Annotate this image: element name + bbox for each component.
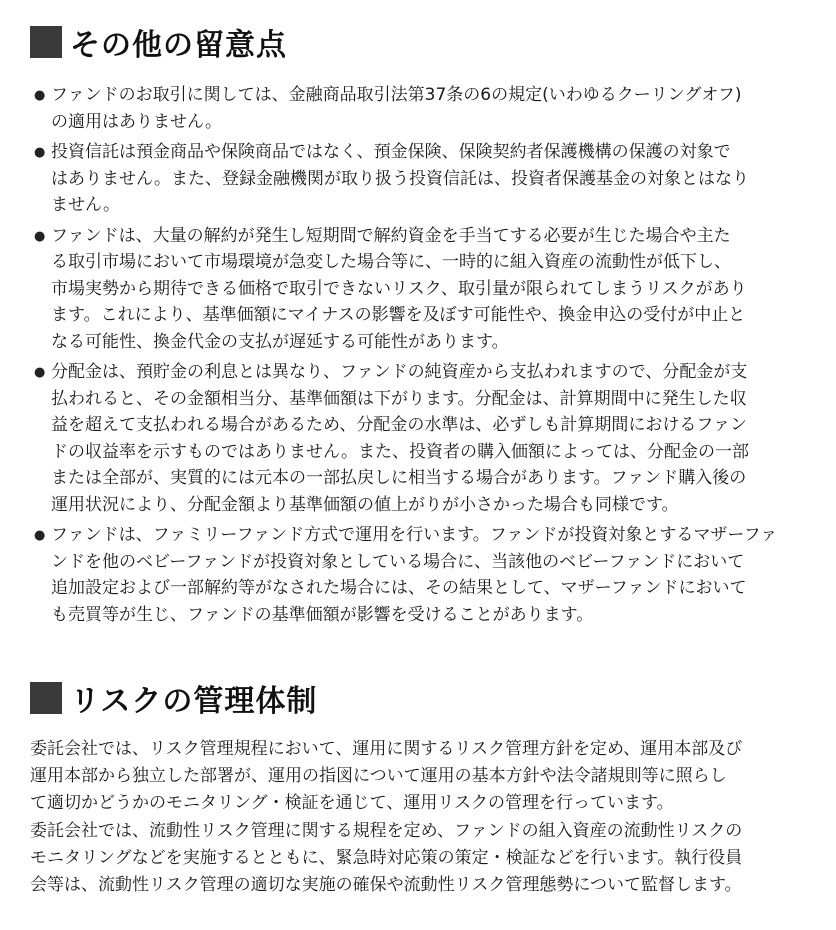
section-title: その他の留意点: [70, 28, 287, 63]
text-line: も売買等が生じ、ファンドの基準価額が影響を受けることがあります。: [51, 604, 594, 625]
text-line: 市場実勢から期待できる価格で取引できないリスク、取引量が限られてしまうリスクがあり: [51, 278, 747, 299]
text-line: 払われると、その金額相当分、基準価額は下がります。分配金は、計算期間中に発生した収: [51, 388, 747, 409]
bullet-icon: ●: [34, 88, 46, 103]
text-line: 運用本部から独立した部署が、運用の指図について運用の基本方針や法令諸規則等に照らし: [30, 766, 727, 787]
text-line: 益を超えて支払われる場合があるため、分配金の水準は、必ずしも計算期間におけるファン: [51, 415, 747, 435]
list-item: [34, 139, 794, 219]
bullet-icon: ●: [34, 528, 46, 543]
text-line: ません。: [51, 195, 121, 215]
text-line: 投資信託は預金商品や保険商品ではなく、預金保険、保険契約者保護機構の保護の対象で: [51, 142, 731, 162]
text-line: ファンドは、大量の解約が発生し短期間で解約資金を手当てする必要が生じた場合や主た: [51, 225, 731, 246]
text-line: ファンドのお取引に関しては、金融商品取引法第37条の6の規定(いわゆるクーリングオフ): [51, 85, 742, 105]
text-line: 委託会社では、リスク管理規程において、運用に関するリスク管理方針を定め、運用本部及び: [30, 739, 743, 759]
notes-bullet-list: [34, 82, 794, 632]
list-item: [34, 223, 794, 356]
text-line: 委託会社では、流動性リスク管理に関する規程を定め、ファンドの組入資産の流動性リスクの: [30, 820, 743, 841]
text-line: ファンドは、ファミリーファンド方式で運用を行います。ファンドが投資対象とするマザーファ: [51, 525, 778, 545]
list-item: [34, 359, 794, 518]
text-line: ドの収益率を示すものではありません。また、投資者の購入価額によっては、分配金の一部: [51, 441, 750, 462]
bullet-icon: ●: [34, 365, 46, 380]
section-heading-risk-management: [30, 678, 317, 718]
text-line: モニタリングなどを実施するとともに、緊急時対応策の策定・検証などを行います。執行役員: [30, 847, 743, 868]
text-line: て適切かどうかのモニタリング・検証を通じて、運用リスクの管理を行っています。: [30, 793, 674, 814]
risk-management-text: [30, 736, 810, 899]
text-line: る取引市場において市場環境が急変した場合等に、一時的に組入資産の流動性が低下し、: [51, 252, 731, 272]
section-title: リスクの管理体制: [70, 684, 318, 719]
list-item: [34, 522, 794, 628]
text-line: 追加設定および一部解約等がなされた場合には、その結果として、マザーファンドにおいて: [51, 578, 747, 598]
text-line: ます。これにより、基準価額にマイナスの影響を及ぼす可能性や、換金申込の受付が中止と: [51, 305, 746, 325]
text-line: はありません。また、登録金融機関が取り扱う投資信託は、投資者保護基金の対象とはなり: [51, 168, 750, 189]
square-marker-icon: [30, 682, 62, 714]
bullet-icon: ●: [34, 228, 46, 244]
bullet-icon: ●: [34, 145, 46, 160]
text-line: ンドを他のベビーファンドが投資対象としている場合に、当該他のベビーファンドにおいて: [51, 551, 745, 572]
text-line: または全部が、実質的には元本の一部払戻しに相当する場合があります。ファンド購入後の: [51, 468, 747, 488]
text-line: の適用はありません。: [51, 111, 223, 132]
list-item: [34, 82, 794, 135]
text-line: なる可能性、換金代金の支払が遅延する可能性があります。: [51, 331, 509, 352]
square-marker-icon: [30, 26, 62, 58]
text-line: 分配金は、預貯金の利息とは異なり、ファンドの純資産から支払われますので、分配金が支: [51, 362, 748, 382]
text-line: 会等は、流動性リスク管理の適切な実施の確保や流動性リスク管理態勢について監督します。: [30, 875, 742, 896]
text-line: 運用状況により、分配金額より基準価額の値上がりが小さかった場合も同様です。: [51, 494, 679, 515]
section-heading-notes: [30, 22, 287, 62]
